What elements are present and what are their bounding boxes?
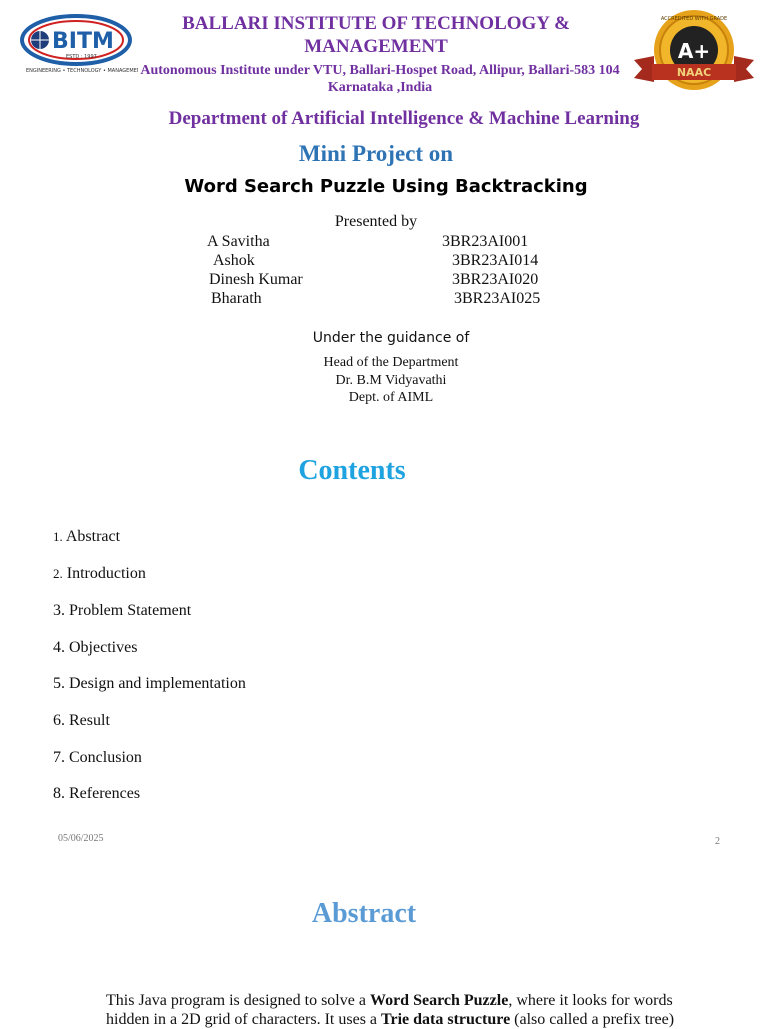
department-name: Department of Artificial Intelligence & Machine Learning (168, 108, 640, 129)
member-name: Bharath (211, 290, 262, 307)
abstract-bold-term: Trie data structure (381, 1011, 511, 1028)
toc-item (53, 675, 246, 693)
toc-number: 2. (53, 566, 63, 581)
toc-item (53, 749, 142, 767)
project-title: Word Search Puzzle Using Backtracking (184, 176, 588, 197)
abstract-text-run: This Java program is designed to solve a (106, 992, 370, 1009)
toc-number: 5. (53, 675, 65, 692)
toc-item (53, 602, 191, 620)
toc-label: Problem Statement (69, 602, 192, 619)
svg-text:ACCREDITED WITH GRADE: ACCREDITED WITH GRADE (660, 16, 728, 22)
toc-label: Conclusion (69, 749, 142, 766)
toc-label: Introduction (66, 565, 146, 582)
toc-number: 4. (53, 639, 65, 656)
toc-label: Objectives (69, 639, 138, 656)
page-number: 2 (715, 836, 720, 847)
presented-by-label: Presented by (334, 213, 418, 230)
mini-project-heading: Mini Project on (298, 141, 454, 166)
guide-department: Dept. of AIML (348, 390, 434, 405)
abstract-text-run: , where it looks for words hidden in a 2D grid of characters. It uses a (106, 992, 673, 1028)
svg-text:BITM: BITM (52, 29, 114, 54)
toc-item (53, 528, 120, 546)
svg-text:ESTD : 1997: ESTD : 1997 (66, 54, 97, 60)
toc-number: 3. (53, 602, 65, 619)
toc-item (53, 565, 146, 583)
svg-text:A+: A+ (677, 39, 711, 63)
toc-label: Result (69, 712, 110, 729)
toc-label: Design and implementation (69, 675, 246, 692)
institute-subtitle: Autonomous Institute under VTU, Ballari-Hospet Road, Allipur, Ballari-583 104 Karnataka ,India (140, 63, 620, 95)
footer-date: 05/06/2025 (58, 833, 104, 844)
toc-number: 8. (53, 785, 65, 802)
member-usn: 3BR23AI001 (442, 233, 529, 250)
naac-badge (632, 8, 756, 94)
member-usn: 3BR23AI025 (454, 290, 541, 307)
abstract-bold-term: Word Search Puzzle (369, 992, 509, 1009)
member-usn: 3BR23AI014 (452, 252, 539, 269)
member-name: A Savitha (207, 233, 270, 250)
svg-text:NAAC: NAAC (676, 66, 712, 79)
guidance-label: Under the guidance of (312, 330, 470, 346)
toc-item (53, 785, 140, 803)
member-usn: 3BR23AI020 (452, 271, 539, 288)
member-name: Ashok (213, 252, 255, 269)
guide-title: Head of the Department (323, 355, 459, 370)
svg-text:ENGINEERING • TECHNOLOGY • MAN: ENGINEERING • TECHNOLOGY • MANAGEMENT (26, 68, 138, 74)
institute-name: BALLARI INSTITUTE OF TECHNOLOGY & MANAGEMENT (182, 13, 570, 57)
toc-number: 1. (53, 529, 63, 544)
abstract-paragraph (106, 991, 696, 1029)
toc-item (53, 639, 137, 657)
guide-name: Dr. B.M Vidyavathi (335, 373, 447, 388)
member-name: Dinesh Kumar (209, 271, 303, 288)
contents-heading: Contents (298, 455, 406, 486)
abstract-heading: Abstract (311, 898, 417, 929)
toc-label: Abstract (65, 528, 121, 545)
toc-label: References (69, 785, 141, 802)
toc-number: 7. (53, 749, 65, 766)
toc-number: 6. (53, 712, 65, 729)
toc-item (53, 712, 110, 730)
abstract-text-run: (also called a prefix tree) (510, 1011, 675, 1028)
